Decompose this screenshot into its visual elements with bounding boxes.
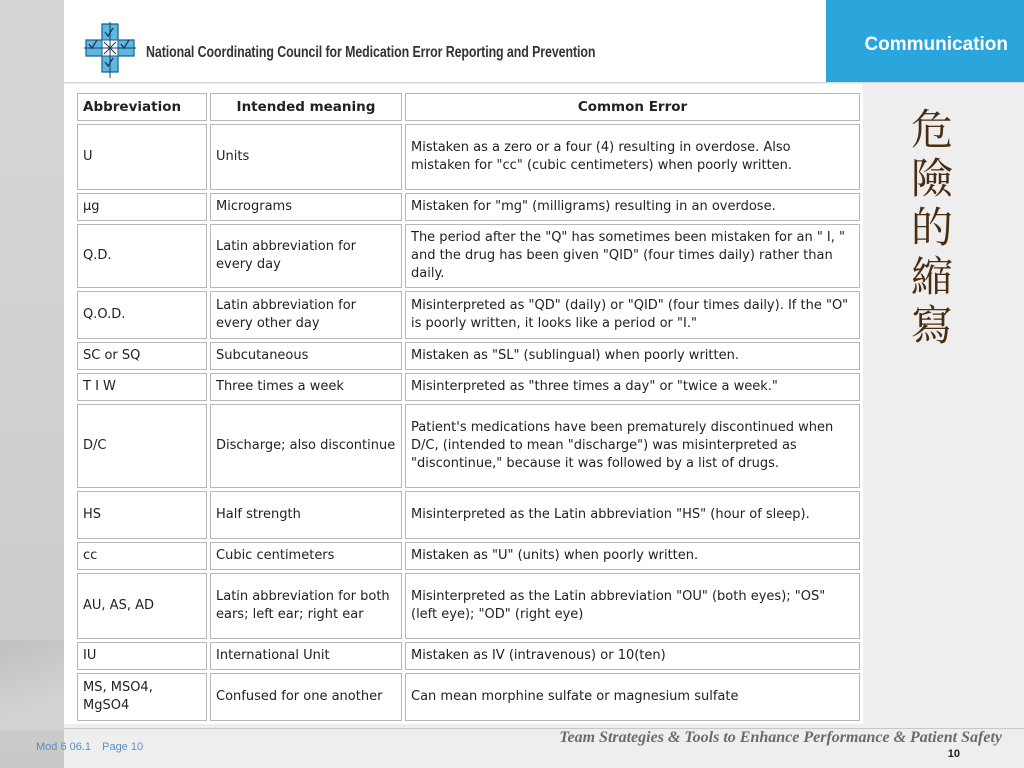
column-header-abbreviation: Abbreviation	[77, 93, 207, 121]
title-char: 縮	[910, 252, 953, 301]
meaning-cell: International Unit	[210, 642, 402, 670]
table-row	[77, 373, 860, 401]
meaning-cell: Micrograms	[210, 193, 402, 221]
title-char: 寫	[910, 301, 953, 350]
table-row	[77, 642, 860, 670]
title-char: 險	[910, 154, 953, 203]
meaning-cell: Latin abbreviation for every other day	[210, 291, 402, 339]
error-cell: Mistaken as IV (intravenous) or 10(ten)	[405, 642, 860, 670]
meaning-cell: Discharge; also discontinue	[210, 404, 402, 488]
error-cell: Misinterpreted as "QD" (daily) or "QID" (four times daily). If the "O" is poorly written, it looks like a period or "I."	[405, 291, 860, 339]
module-code: Mod 6 06.1	[36, 741, 92, 753]
abbreviation-cell: T I W	[77, 373, 207, 401]
nccmerp-logo-icon	[84, 22, 136, 78]
error-cell: Mistaken for "mg" (milligrams) resulting in an overdose.	[405, 193, 860, 221]
abbreviation-cell: U	[77, 124, 207, 190]
error-cell: Misinterpreted as the Latin abbreviation "OU" (both eyes); "OS" (left eye); "OD" (right eye)	[405, 573, 860, 639]
title-char: 危	[910, 105, 953, 154]
slide-header	[64, 0, 826, 82]
table-row	[77, 491, 860, 539]
table-header-row	[77, 93, 860, 121]
abbreviation-cell: µg	[77, 193, 207, 221]
error-cell: The period after the "Q" has sometimes been mistaken for an " I, " and the drug has been given "QID" (four times daily) rather than daily.	[405, 224, 860, 288]
table-row	[77, 224, 860, 288]
table-row	[77, 342, 860, 370]
abbreviation-cell: Q.D.	[77, 224, 207, 288]
error-cell: Patient's medications have been prematurely discontinued when D/C, (intended to mean "discharge") was misinterpreted as "discontinue," because it was followed by a list of drugs.	[405, 404, 860, 488]
meaning-cell: Cubic centimeters	[210, 542, 402, 570]
abbreviation-cell: cc	[77, 542, 207, 570]
abbreviation-cell: D/C	[77, 404, 207, 488]
left-panel-watermark	[0, 640, 64, 730]
table-container	[64, 84, 862, 724]
column-header-intended-meaning: Intended meaning	[210, 93, 402, 121]
meaning-cell: Latin abbreviation for both ears; left ear; right ear	[210, 573, 402, 639]
table-row	[77, 124, 860, 190]
organization-name: National Coordinating Council for Medication Error Reporting and Prevention	[146, 44, 596, 61]
section-label: Communication	[864, 34, 1008, 55]
page-number: 10	[947, 748, 960, 760]
abbreviation-table	[74, 90, 863, 724]
error-cell: Mistaken as "SL" (sublingual) when poorly written.	[405, 342, 860, 370]
abbreviation-cell: Q.O.D.	[77, 291, 207, 339]
error-cell: Can mean morphine sulfate or magnesium sulfate	[405, 673, 860, 721]
table-row	[77, 291, 860, 339]
title-char: 的	[910, 203, 953, 252]
meaning-cell: Latin abbreviation for every day	[210, 224, 402, 288]
abbreviation-cell: AU, AS, AD	[77, 573, 207, 639]
table-row	[77, 193, 860, 221]
abbreviation-cell: HS	[77, 491, 207, 539]
meaning-cell: Half strength	[210, 491, 402, 539]
page-label: Page 10	[102, 741, 144, 753]
meaning-cell: Confused for one another	[210, 673, 402, 721]
table-row	[77, 542, 860, 570]
meaning-cell: Three times a week	[210, 373, 402, 401]
footer-tagline: Team Strategies & Tools to Enhance Performance & Patient Safety	[559, 729, 1002, 746]
error-cell: Misinterpreted as the Latin abbreviation "HS" (hour of sleep).	[405, 491, 860, 539]
table-row	[77, 404, 860, 488]
header-divider	[64, 82, 1024, 83]
abbreviation-cell: IU	[77, 642, 207, 670]
abbreviation-cell: MS, MSO4, MgSO4	[77, 673, 207, 721]
abbreviation-cell: SC or SQ	[77, 342, 207, 370]
slide-title-chinese	[905, 105, 959, 350]
column-header-common-error: Common Error	[405, 93, 860, 121]
table-row	[77, 673, 860, 721]
meaning-cell: Units	[210, 124, 402, 190]
error-cell: Mistaken as "U" (units) when poorly written.	[405, 542, 860, 570]
footer-module-info	[36, 741, 151, 753]
meaning-cell: Subcutaneous	[210, 342, 402, 370]
section-banner	[826, 0, 1024, 82]
table-row	[77, 573, 860, 639]
error-cell: Mistaken as a zero or a four (4) resulting in overdose. Also mistaken for "cc" (cubic centimeters) when poorly written.	[405, 124, 860, 190]
error-cell: Misinterpreted as "three times a day" or "twice a week."	[405, 373, 860, 401]
